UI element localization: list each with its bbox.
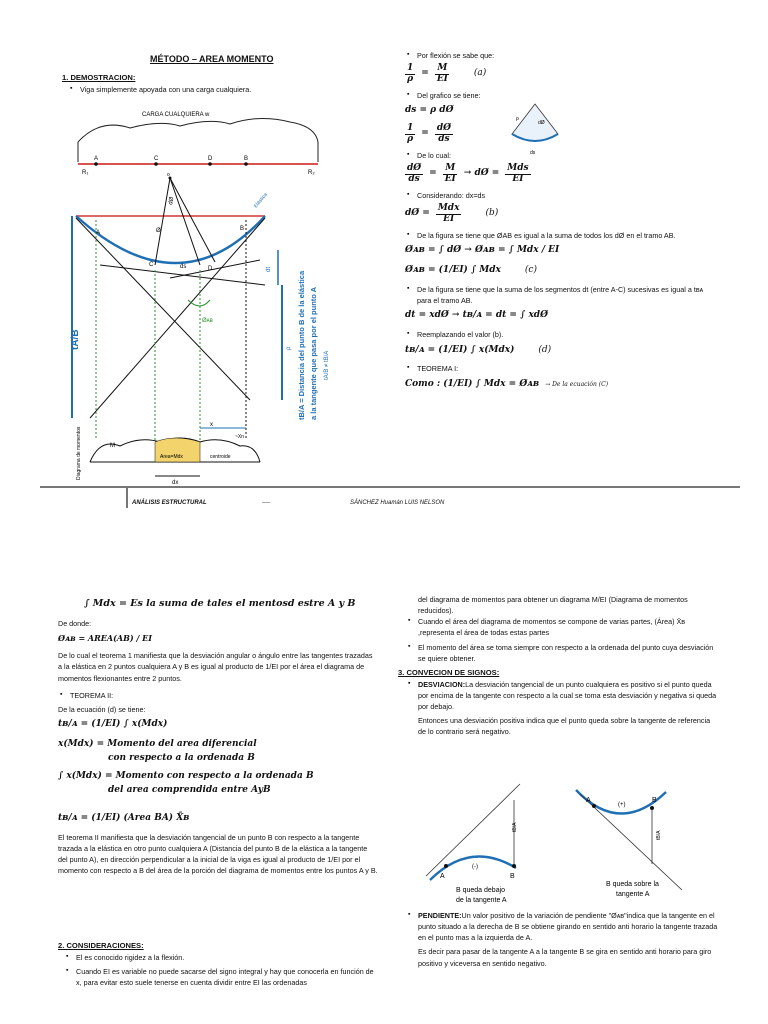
beam-deflection-figure: [60, 100, 360, 485]
label-dphi: dØ: [168, 196, 176, 206]
para-s1b: Entonces una desviación positiva indica que el punto queda sobre la tangente de referencia de lo contrario será negativo.: [418, 716, 711, 737]
bullet-teorema1: ▪ TEOREMA I:: [405, 363, 705, 374]
para-r1: del diagrama de momentos para obtener un diagrama M/EI (Diagrama de momentos reducidos).: [418, 595, 688, 616]
neg-B: B: [510, 873, 515, 880]
label-dt: dt: [266, 266, 272, 272]
sign-figure-negative: [420, 780, 540, 910]
neg-caption-1: B queda debajo: [456, 887, 506, 894]
label-rho: ρ: [286, 346, 292, 350]
para-teorema2: El teorema II manifiesta que la desviación tangencial de un punto B con respecto a la tangente trazada a la elástica en otro punto cualquiera A (Distancia del punto B de la elástica a la tangente del punto A), en dirección perpendicular a la inicial de la viga es igual al producto de 1/EI por el momento con respecto a B del área de la porción del diagrama de momentos entre los puntos A y B.: [58, 832, 378, 876]
label-dx: dx: [172, 480, 179, 485]
de-donde: De donde:: [58, 618, 92, 628]
eq-xm1: x(Mdx) = Momento del area diferencial: [58, 738, 257, 749]
bullet-r3: ▪ El momento del área se toma siempre con respecto a la ordenada del punto cuya desviación se quiere obtener.: [406, 642, 718, 664]
eq-int1: Øᴀʙ = ∫ dØ → Øᴀʙ = ∫ Mdx / EI: [405, 245, 560, 256]
footer: [40, 486, 740, 508]
pos-caption-1: B queda sobre la: [606, 881, 659, 888]
p2-consideraciones: [58, 940, 378, 991]
footer-sep: ----: [262, 500, 270, 506]
bullet-pendiente: ▪ PENDIENTE:Un valor positivo de la variación de pendiente "Øᴀʙ"indica que la tangente en el punto situado a la derecha de B se obtiene girando en sentido anti horario la tangente trazada en el punto mas a la izquierda de A.: [406, 910, 718, 943]
page-gap: [0, 522, 768, 580]
eq-dt: dt = xdØ → tʙ/ᴀ = dt = ∫ xdØ: [405, 310, 548, 321]
p2-right-column: [398, 594, 718, 737]
moment-diagram-label: Diagrama de momentos: [76, 426, 82, 480]
eq-int-xm1: ∫ x(Mdx) = Momento con respecto a la ordenada B: [58, 770, 314, 781]
neg-caption-2: de la tangente A: [456, 897, 507, 904]
eq-int-mdx: ∫ Mdx = Es la suma de tales el mentosd estre A y B: [84, 598, 356, 609]
pt-D: D: [208, 156, 213, 162]
eq-d: tʙ/ᴀ = (1/EI) ∫ x(Mdx) (d): [405, 344, 552, 355]
para-ecd: De la ecuación (d) se tiene:: [58, 704, 146, 714]
footer-course: ANÁLISIS ESTRUCTURAL: [132, 500, 207, 506]
wedge-ds: ds: [530, 150, 536, 156]
eq-inv: $\frac{1}{\rho}$ = $\frac{dØ}{ds}$: [407, 123, 451, 144]
pt-A: A: [94, 156, 99, 162]
eq-phi-ab: Øᴀʙ = AREA(AB) / EI: [58, 632, 152, 643]
vertical-text-2: a la tangente que pasa por el punto A: [309, 286, 318, 420]
center-O: o: [167, 172, 170, 178]
label-x: x: [210, 422, 213, 428]
section-demostracion: 1. DEMOSTRACION:: [62, 73, 136, 82]
label-xn: ~Xn: [235, 434, 245, 440]
label-D: D: [208, 266, 213, 272]
wedge-dphi: dØ: [538, 120, 545, 126]
bullet-cual: ▪ De lo cual:: [405, 150, 705, 161]
eq-c: Øᴀʙ = (1/EI) ∫ Mdx (c): [405, 265, 537, 276]
bullet-grafico: ▪ Del grafico se tiene:: [405, 90, 705, 101]
load-label: CARGA CUALQUIERA w: [142, 112, 210, 118]
pos-A: A: [586, 797, 591, 804]
eq-cual: $\frac{dØ}{ds}$ = $\frac{M}{EI}$ → dØ = $\frac{\text{Mds}}{EI}$: [407, 163, 529, 184]
bullet-figura1: ▪ De la figura se tiene que ØAB es igual a la suma de todos los dØ en el tramo AB.: [405, 230, 705, 241]
eq-ds: ds = ρ dØ: [405, 105, 454, 116]
neg-sign: (-): [472, 864, 478, 870]
bullet-r2: ▪ Cuando el área del diagrama de momentos se compone de varias partes, (Área) X̄ʙ ,representa el área de todas estas partes: [406, 616, 718, 638]
p2-left-column: [58, 594, 378, 876]
page-2: [0, 580, 768, 1024]
eq-a: $\frac{1}{\rho}$ = $\frac{M}{EI}$ (a): [407, 63, 487, 84]
eq-como: Como : (1/EI) ∫ Mdx = Øᴀʙ → De la ecuación (C): [405, 378, 609, 389]
reaction-R2: R₂: [308, 170, 315, 176]
eq-tba2: tʙ/ᴀ = (1/EI) (Area BA) X̄ʙ: [58, 812, 190, 823]
eq-tba: tʙ/ᴀ = (1/EI) ∫ x(Mdx): [58, 719, 168, 730]
eq-b: dØ = $\frac{\text{Mdx}}{EI}$ (b): [405, 203, 499, 224]
bullet-teorema2: ▪ TEOREMA II:: [58, 690, 378, 701]
eq-xm2: con respecto a la ordenada B: [108, 752, 255, 763]
pos-sign: (+): [618, 802, 626, 808]
label-tAB: tA/B: [70, 329, 81, 350]
eq-int-xm2: del area comprendida entre AyB: [108, 784, 271, 795]
pos-t-label: tB/A: [656, 830, 662, 840]
pt-B: B: [244, 156, 249, 162]
section-convencion: 3. CONVECION DE SIGNOS:: [398, 667, 500, 677]
vertical-text-1: tB/A = Distancia del punto B de la elástica: [297, 270, 306, 420]
bullet-c1: ▪ El es conocido rigidez a la flexión.: [64, 952, 378, 963]
fig-A: A: [96, 230, 101, 236]
p2-pendiente: [398, 910, 718, 969]
bullet-figura2: ▪ De la figura se tiene que la suma de los segmentos dt (entre A-C) sucesivas es igual a tʙᴀ para el tramo AB.: [405, 284, 705, 306]
bullet-consid: ▪ Considerando: dx=ds: [405, 190, 705, 201]
left-column: [62, 72, 352, 98]
para-teorema1: De lo cual el teorema 1 manifiesta que la desviación angular o ángulo entre las tangentes trazadas a la elástica en 2 puntos cualquiera A y B es igual al producto de 1/EI por el área el diagrama de momentos flexionantes entre 2 puntos.: [58, 651, 373, 683]
fig-B: B: [240, 226, 245, 232]
wedge-figure: [500, 98, 570, 158]
moment-M: M: [110, 443, 115, 449]
reaction-R1: R₁: [82, 170, 89, 176]
pos-caption-2: tangente A: [616, 891, 650, 898]
bullet-desviacion: ▪ DESVIACION:La desviación tangencial de un punto cualquiera es positivo si el punto queda por encima de la tangente con respecto a la cual se toma esta desviación y negativa si queda por debajo.: [406, 679, 718, 712]
bullet-viga: ▪ Viga simplemente apoyada con una carga cualquiera.: [68, 84, 352, 95]
elastica-label: Elástica: [252, 192, 269, 210]
sign-figure-positive: [570, 780, 700, 910]
centroid-label: centroide: [210, 454, 231, 460]
bullet-reempl: ▪ Reemplazando el valor (b).: [405, 329, 705, 340]
label-phi: Ø: [156, 228, 161, 234]
wedge-rho: ρ: [516, 116, 519, 122]
bullet-c2: ▪ Cuando EI es variable no puede sacarse del signo integral y hay que conocerla en función de x, para evitar esto suele tenerse en cuenta dividir entre EI las ordenadas: [64, 966, 378, 988]
neg-A: A: [440, 873, 445, 880]
section-consideraciones: 2. CONSIDERACIONES:: [58, 941, 144, 950]
neg-t-label: tB/A: [512, 822, 518, 832]
area-label: Area=Mdx: [160, 454, 183, 460]
pos-B: B: [652, 797, 657, 804]
page-title: MÉTODO – AREA MOMENTO: [150, 54, 274, 64]
footer-author: SÁNCHEZ Huamán LUIS NELSON: [350, 500, 445, 506]
label-C: C: [149, 262, 154, 268]
pt-C: C: [154, 156, 159, 162]
label-ds: ds: [180, 264, 187, 270]
para-s2b: Es decir para pasar de la tangente A a la tangente B se gira en sentido anti horario para giro positivo y viceversa en sentido negativo.: [418, 947, 712, 968]
bullet-flexion: ▪ Por flexión se sabe que:: [405, 50, 705, 61]
vertical-text-3: tA/B ≠ tB/A: [324, 350, 330, 380]
label-phiAB: Øᴀʙ: [202, 318, 213, 324]
